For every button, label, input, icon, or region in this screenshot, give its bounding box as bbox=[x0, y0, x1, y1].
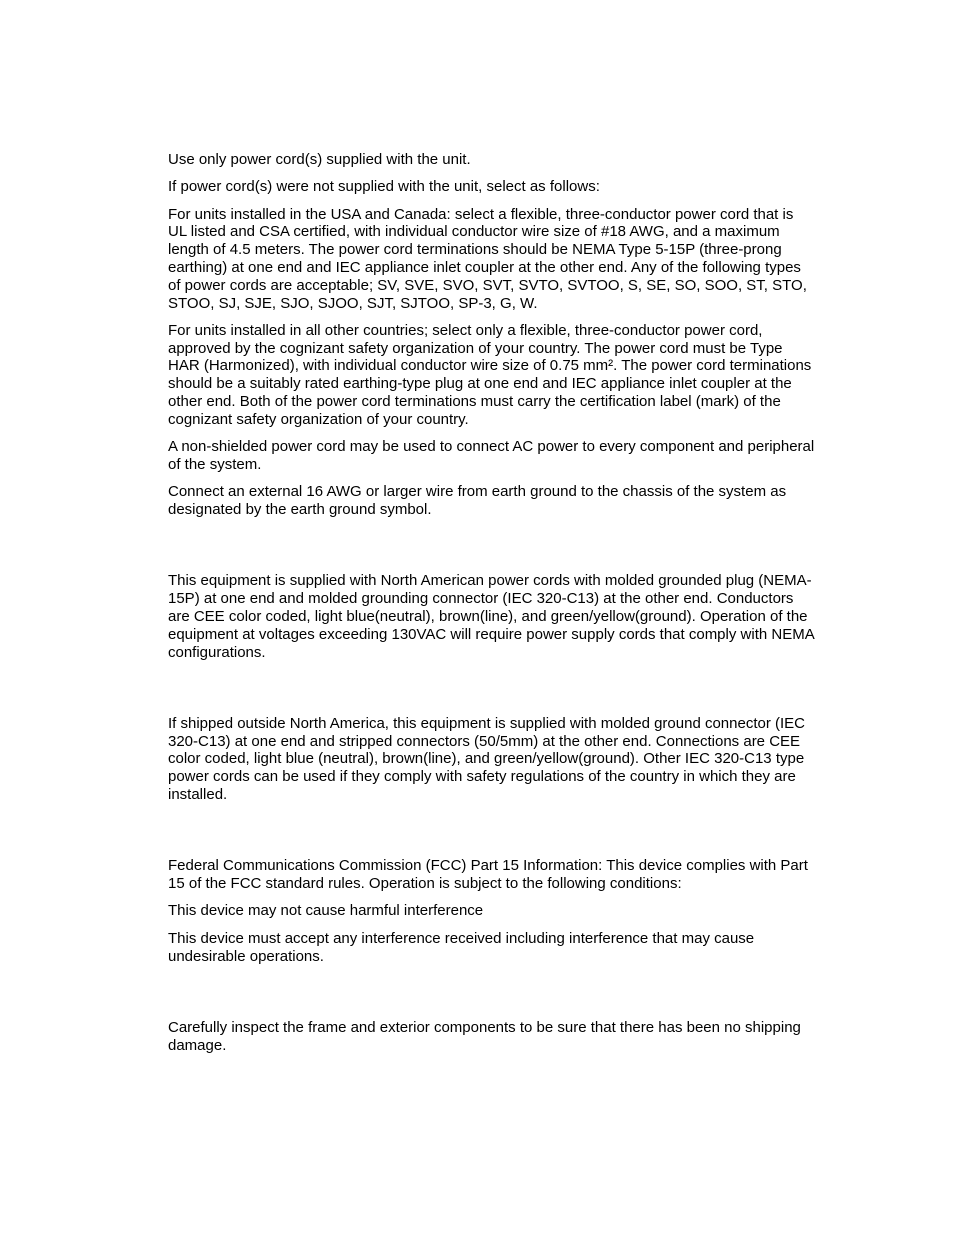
text-line: 15P) at one end and molded grounding connector (IEC 320-C13) at the other end. Conductors bbox=[168, 590, 794, 608]
text-line: cognizant safety organization of your country. bbox=[168, 410, 469, 428]
section-spacer bbox=[168, 528, 844, 572]
text-line: earthing) at one end and IEC appliance inlet coupler at the other end. Any of the following types bbox=[168, 258, 801, 276]
text-line: damage. bbox=[168, 1036, 227, 1054]
text-line: This device must accept any interference received including interference that may cause bbox=[168, 929, 755, 947]
paragraph-usa-canada bbox=[168, 206, 844, 313]
paragraph-north-america-cords bbox=[168, 572, 844, 661]
text-line: designated by the earth ground symbol. bbox=[168, 501, 432, 519]
text-line: 15 of the FCC standard rules. Operation is subject to the following conditions: bbox=[168, 875, 682, 893]
text-line: color coded, light blue (neutral), brown(line), and green/yellow(ground). Other IEC 320-C13 type bbox=[168, 750, 805, 768]
paragraph-fcc-info bbox=[168, 857, 844, 893]
paragraph-other-countries bbox=[168, 322, 844, 429]
paragraph-earth-ground bbox=[168, 483, 844, 519]
inspection-section bbox=[168, 1019, 844, 1055]
power-cord-section bbox=[168, 151, 844, 519]
paragraph-accept-interference bbox=[168, 930, 844, 966]
text-line: Carefully inspect the frame and exterior components to be sure that there has been no shipping bbox=[168, 1018, 801, 1036]
text-line: UL listed and CSA certified, with individual conductor wire size of #18 AWG, and a maximum bbox=[168, 223, 780, 241]
section-spacer bbox=[168, 671, 844, 715]
text-line: This equipment is supplied with North American power cords with molded grounded plug (NEMA- bbox=[168, 572, 812, 590]
text-line: installed. bbox=[168, 786, 228, 804]
north-america-section bbox=[168, 572, 844, 661]
text-line: 320-C13) at one end and stripped connectors (50/5mm) at the other end. Connections are CEE bbox=[168, 732, 801, 750]
text-line: equipment at voltages exceeding 130VAC will require power supply cords that comply with NEMA bbox=[168, 625, 815, 643]
text-line: of the system. bbox=[168, 455, 262, 473]
text-line: length of 4.5 meters. The power cord terminations should be NEMA Type 5-15P (three-prong bbox=[168, 241, 782, 259]
text-line: STOO, SJ, SJE, SJO, SJOO, SJT, SJTOO, SP-3, G, W. bbox=[168, 294, 538, 312]
text-line: If shipped outside North America, this equipment is supplied with molded ground connector (IEC bbox=[168, 714, 806, 732]
text-line: undesirable operations. bbox=[168, 947, 324, 965]
document-body bbox=[168, 151, 844, 1064]
section-spacer bbox=[168, 975, 844, 1019]
text-line: Connect an external 16 AWG or larger wire from earth ground to the chassis of the system as bbox=[168, 483, 787, 501]
paragraph-non-shielded bbox=[168, 438, 844, 474]
paragraph-inspect-frame bbox=[168, 1019, 844, 1055]
text-line: Federal Communications Commission (FCC) Part 15 Information: This device complies with Part bbox=[168, 857, 808, 875]
text-line: A non-shielded power cord may be used to connect AC power to every component and peripheral bbox=[168, 438, 815, 456]
text-line: For units installed in the USA and Canada: select a flexible, three-conductor power cord that is bbox=[168, 205, 794, 223]
text-line: For units installed in all other countries; select only a flexible, three-conductor power cord, bbox=[168, 321, 763, 339]
paragraph-outside-north-america bbox=[168, 715, 844, 804]
outside-north-america-section bbox=[168, 715, 844, 804]
paragraph-select-as-follows: If power cord(s) were not supplied with the unit, select as follows: bbox=[168, 178, 600, 196]
text-line: power cords can be used if they comply with safety regulations of the country in which they are bbox=[168, 768, 796, 786]
text-line: are CEE color coded, light blue(neutral), brown(line), and green/yellow(ground). Operation of the bbox=[168, 607, 808, 625]
paragraph-supplied-cords: Use only power cord(s) supplied with the unit. bbox=[168, 151, 471, 168]
text-line: approved by the cognizant safety organization of your country. The power cord must be Type bbox=[168, 339, 783, 357]
paragraph-no-harmful-interference: This device may not cause harmful interference bbox=[168, 902, 484, 920]
section-spacer bbox=[168, 813, 844, 857]
text-line: HAR (Harmonized), with individual conductor wire size of 0.75 mm². The power cord terminations bbox=[168, 357, 812, 375]
text-line: configurations. bbox=[168, 643, 266, 661]
text-line: of power cords are acceptable; SV, SVE, SVO, SVT, SVTO, SVTOO, S, SE, SO, SOO, ST, STO, bbox=[168, 276, 807, 294]
fcc-section bbox=[168, 857, 844, 965]
text-line: should be a suitably rated earthing-type plug at one end and IEC appliance inlet coupler at the bbox=[168, 375, 792, 393]
text-line: other end. Both of the power cord terminations must carry the certification label (mark) of the bbox=[168, 393, 781, 411]
